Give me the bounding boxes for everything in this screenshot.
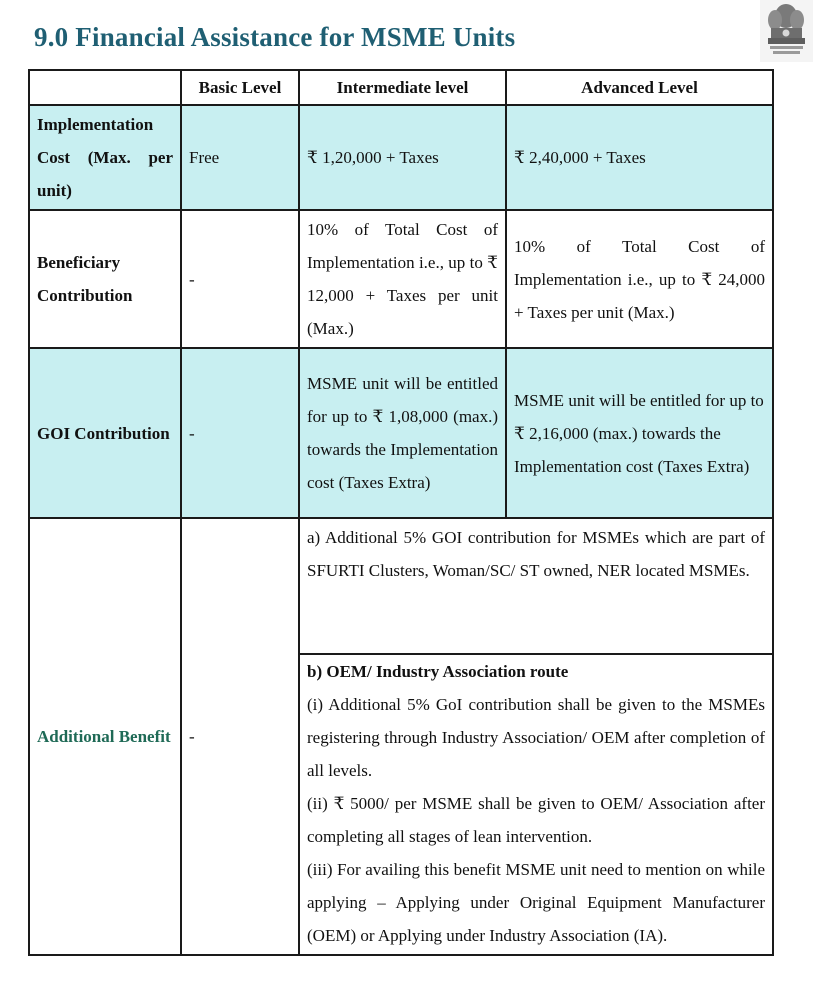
cell-basic-beneficiary: -	[181, 210, 299, 348]
cell-intermediate-goi: MSME unit will be entitled for up to ₹ 1,08,000 (max.) towards the Implementation cost (Taxes Extra)	[299, 348, 506, 518]
cell-advanced-implementation: ₹ 2,40,000 + Taxes	[506, 105, 773, 210]
part-b-item-2: (ii) ₹ 5000/ per MSME shall be given to OEM/ Association after completing all stages of lean intervention.	[307, 794, 765, 846]
table-header-row	[29, 70, 773, 105]
table-row-implementation-cost	[29, 105, 773, 210]
cell-basic-implementation: Free	[181, 105, 299, 210]
cell-intermediate-implementation: ₹ 1,20,000 + Taxes	[299, 105, 506, 210]
row-label-implementation-cost: Implementation Cost (Max. per unit)	[29, 105, 181, 210]
cell-intermediate-beneficiary: 10% of Total Cost of Implementation i.e., up to ₹ 12,000 + Taxes per unit (Max.)	[299, 210, 506, 348]
row-label-beneficiary-contribution: Beneficiary Contribution	[29, 210, 181, 348]
header-advanced-level: Advanced Level	[506, 70, 773, 105]
national-emblem-icon	[760, 0, 813, 62]
header-basic-level: Basic Level	[181, 70, 299, 105]
table-row-beneficiary-contribution	[29, 210, 773, 348]
cell-basic-goi: -	[181, 348, 299, 518]
row-label-goi-contribution: GOI Contribution	[29, 348, 181, 518]
cell-advanced-beneficiary: 10% of Total Cost of Implementation i.e., up to ₹ 24,000 + Taxes per unit (Max.)	[506, 210, 773, 348]
part-b-item-3: (iii) For availing this benefit MSME unit need to mention on while applying – Applying under Original Equipment Manufacturer (OEM) or Applying under Industry Association (IA).	[307, 860, 765, 945]
financial-assistance-table	[28, 69, 774, 956]
cell-additional-part-a: a) Additional 5% GOI contribution for MSMEs which are part of SFURTI Clusters, Woman/SC/ ST owned, NER located MSMEs.	[299, 518, 773, 654]
part-b-title: b) OEM/ Industry Association route	[307, 662, 569, 681]
cell-advanced-goi: MSME unit will be entitled for up to ₹ 2,16,000 (max.) towards the Implementation cost (Taxes Extra)	[506, 348, 773, 518]
cell-additional-part-b	[299, 654, 773, 955]
part-b-item-1: (i) Additional 5% GoI contribution shall be given to the MSMEs registering through Industry Association/ OEM after completion of all levels.	[307, 695, 765, 780]
page-title: 9.0 Financial Assistance for MSME Units	[34, 22, 516, 52]
cell-basic-additional: -	[181, 518, 299, 955]
row-label-additional-benefit: Additional Benefit	[29, 518, 181, 955]
header-intermediate-level: Intermediate level	[299, 70, 506, 105]
table-row-additional-benefit-a	[29, 518, 773, 654]
table-row-goi-contribution	[29, 348, 773, 518]
header-empty	[29, 70, 181, 105]
